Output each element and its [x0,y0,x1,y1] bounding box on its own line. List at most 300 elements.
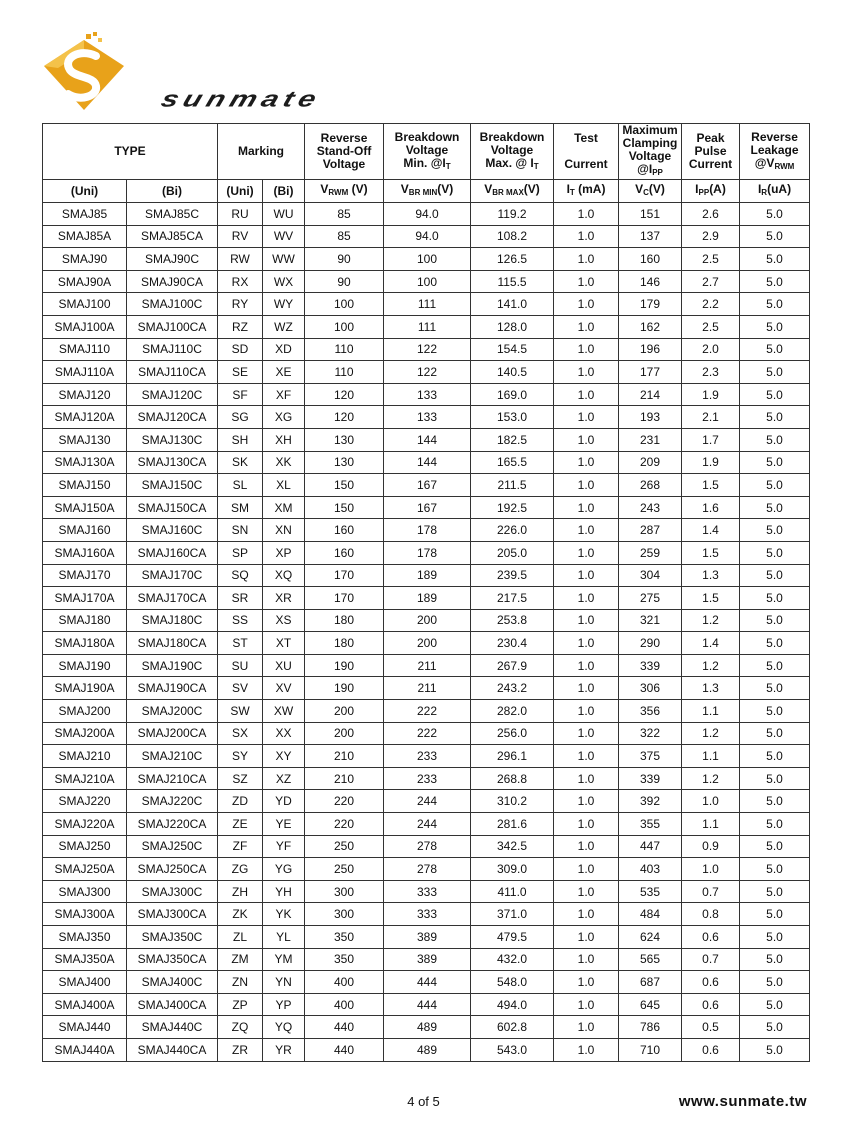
cell-type-uni: SMAJ200 [43,700,127,723]
cell-vc: 275 [619,587,682,610]
cell-ir: 5.0 [740,609,810,632]
cell-ipp: 0.6 [682,993,740,1016]
cell-vrwm: 180 [305,609,384,632]
cell-vc: 151 [619,203,682,226]
cell-ir: 5.0 [740,790,810,813]
cell-vbr-min: 389 [384,926,471,949]
table-row [43,361,810,384]
table-row [43,496,810,519]
table-row [43,474,810,497]
cell-type-uni: SMAJ300A [43,903,127,926]
cell-marking-bi: YQ [263,1016,305,1039]
cell-ipp: 0.8 [682,903,740,926]
cell-marking-bi: XG [263,406,305,429]
cell-vc: 355 [619,813,682,836]
cell-marking-uni: RV [218,225,263,248]
cell-marking-uni: SM [218,496,263,519]
cell-marking-bi: XD [263,338,305,361]
table-row [43,406,810,429]
cell-ipp: 2.1 [682,406,740,429]
cell-marking-uni: RU [218,203,263,226]
table-row [43,880,810,903]
cell-vbr-min: 100 [384,270,471,293]
cell-it: 1.0 [554,677,619,700]
cell-type-uni: SMAJ220 [43,790,127,813]
cell-type-bi: SMAJ250CA [127,858,218,881]
cell-vbr-max: 182.5 [471,428,554,451]
cell-vrwm: 180 [305,632,384,655]
table-row [43,677,810,700]
cell-type-bi: SMAJ110C [127,338,218,361]
cell-ir: 5.0 [740,564,810,587]
cell-vbr-max: 230.4 [471,632,554,655]
cell-ir: 5.0 [740,315,810,338]
cell-vbr-min: 111 [384,293,471,316]
cell-type-uni: SMAJ400A [43,993,127,1016]
cell-type-bi: SMAJ160C [127,519,218,542]
page-number: 4 of 5 [407,1094,440,1109]
cell-vrwm: 170 [305,564,384,587]
subheader-uni: (Uni) [43,180,127,203]
cell-type-bi: SMAJ440C [127,1016,218,1039]
sunmate-logo [40,32,325,114]
cell-marking-uni: SF [218,383,263,406]
cell-ipp: 0.7 [682,948,740,971]
table-row [43,632,810,655]
cell-ipp: 2.9 [682,225,740,248]
cell-type-uni: SMAJ440 [43,1016,127,1039]
cell-type-uni: SMAJ210A [43,767,127,790]
cell-vbr-max: 494.0 [471,993,554,1016]
subheader-marking-uni: (Uni) [218,180,263,203]
cell-it: 1.0 [554,338,619,361]
cell-it: 1.0 [554,1016,619,1039]
cell-vrwm: 400 [305,971,384,994]
header-breakdown-min: Breakdown Voltage Min. $@I_T$ [384,124,471,180]
cell-vbr-min: 200 [384,632,471,655]
cell-vc: 786 [619,1016,682,1039]
cell-marking-uni: SV [218,677,263,700]
cell-vrwm: 350 [305,926,384,949]
cell-it: 1.0 [554,587,619,610]
cell-vbr-max: 128.0 [471,315,554,338]
cell-type-uni: SMAJ110A [43,361,127,384]
table-row [43,225,810,248]
table-row [43,609,810,632]
cell-type-bi: SMAJ170C [127,564,218,587]
cell-vc: 137 [619,225,682,248]
cell-it: 1.0 [554,293,619,316]
cell-vc: 290 [619,632,682,655]
cell-vrwm: 160 [305,541,384,564]
cell-ipp: 1.9 [682,383,740,406]
cell-marking-bi: WY [263,293,305,316]
cell-vbr-min: 389 [384,948,471,971]
cell-marking-bi: WV [263,225,305,248]
cell-ir: 5.0 [740,1016,810,1039]
cell-vbr-max: 211.5 [471,474,554,497]
cell-it: 1.0 [554,564,619,587]
header-type: TYPE [43,124,218,180]
cell-marking-bi: YK [263,903,305,926]
cell-type-uni: SMAJ250A [43,858,127,881]
cell-ir: 5.0 [740,451,810,474]
cell-vbr-max: 205.0 [471,541,554,564]
cell-type-uni: SMAJ170 [43,564,127,587]
cell-vbr-min: 178 [384,519,471,542]
cell-ipp: 0.6 [682,926,740,949]
cell-vbr-min: 244 [384,790,471,813]
unit-vc: $V_C(V)$ [619,180,682,203]
cell-type-bi: SMAJ300CA [127,903,218,926]
cell-type-bi: SMAJ150CA [127,496,218,519]
cell-ipp: 1.4 [682,632,740,655]
cell-vbr-min: 333 [384,903,471,926]
subheader-marking-bi: (Bi) [263,180,305,203]
cell-marking-uni: RW [218,248,263,271]
cell-type-uni: SMAJ120A [43,406,127,429]
cell-marking-uni: SE [218,361,263,384]
cell-vbr-min: 167 [384,474,471,497]
cell-it: 1.0 [554,745,619,768]
cell-ipp: 1.7 [682,428,740,451]
cell-marking-uni: SH [218,428,263,451]
cell-type-bi: SMAJ90CA [127,270,218,293]
cell-marking-uni: SW [218,700,263,723]
cell-marking-bi: YL [263,926,305,949]
cell-vrwm: 200 [305,722,384,745]
table-row [43,903,810,926]
cell-vrwm: 120 [305,406,384,429]
cell-type-bi: SMAJ180C [127,609,218,632]
cell-vbr-max: 602.8 [471,1016,554,1039]
cell-vc: 209 [619,451,682,474]
cell-it: 1.0 [554,361,619,384]
cell-ipp: 2.2 [682,293,740,316]
cell-ipp: 1.5 [682,474,740,497]
table-row [43,993,810,1016]
cell-it: 1.0 [554,1038,619,1061]
cell-marking-bi: YR [263,1038,305,1061]
cell-vc: 160 [619,248,682,271]
cell-marking-uni: SR [218,587,263,610]
cell-vc: 321 [619,609,682,632]
cell-vrwm: 200 [305,700,384,723]
cell-vc: 304 [619,564,682,587]
cell-type-bi: SMAJ210CA [127,767,218,790]
cell-vbr-min: 200 [384,609,471,632]
cell-vbr-max: 253.8 [471,609,554,632]
cell-type-bi: SMAJ190CA [127,677,218,700]
header-leakage: Reverse Leakage $@V_{RWM}$ [740,124,810,180]
cell-vc: 177 [619,361,682,384]
cell-marking-bi: XQ [263,564,305,587]
cell-ipp: 0.6 [682,971,740,994]
cell-marking-uni: RY [218,293,263,316]
cell-marking-uni: ZQ [218,1016,263,1039]
cell-ipp: 1.2 [682,609,740,632]
cell-marking-uni: RZ [218,315,263,338]
cell-type-uni: SMAJ200A [43,722,127,745]
cell-marking-uni: SQ [218,564,263,587]
cell-type-bi: SMAJ440CA [127,1038,218,1061]
cell-type-uni: SMAJ90 [43,248,127,271]
cell-ipp: 1.2 [682,654,740,677]
cell-vrwm: 250 [305,835,384,858]
cell-vc: 403 [619,858,682,881]
table-row [43,1038,810,1061]
table-row [43,858,810,881]
cell-vbr-max: 140.5 [471,361,554,384]
cell-vbr-max: 371.0 [471,903,554,926]
cell-vbr-min: 94.0 [384,203,471,226]
cell-marking-uni: ZF [218,835,263,858]
cell-type-bi: SMAJ120CA [127,406,218,429]
cell-marking-bi: XW [263,700,305,723]
cell-vrwm: 110 [305,338,384,361]
cell-vbr-max: 548.0 [471,971,554,994]
cell-type-bi: SMAJ350CA [127,948,218,971]
cell-it: 1.0 [554,948,619,971]
cell-marking-uni: ZP [218,993,263,1016]
cell-vbr-min: 178 [384,541,471,564]
cell-ir: 5.0 [740,361,810,384]
cell-vc: 287 [619,519,682,542]
cell-it: 1.0 [554,315,619,338]
cell-vc: 624 [619,926,682,949]
cell-vrwm: 85 [305,203,384,226]
cell-marking-uni: ZD [218,790,263,813]
cell-marking-uni: ZK [218,903,263,926]
cell-ir: 5.0 [740,948,810,971]
cell-vc: 268 [619,474,682,497]
cell-vbr-min: 111 [384,315,471,338]
cell-marking-bi: XV [263,677,305,700]
cell-type-bi: SMAJ85C [127,203,218,226]
cell-ipp: 1.0 [682,790,740,813]
cell-vrwm: 220 [305,813,384,836]
cell-marking-bi: XK [263,451,305,474]
cell-ir: 5.0 [740,587,810,610]
cell-marking-uni: SL [218,474,263,497]
cell-ipp: 1.1 [682,813,740,836]
cell-type-uni: SMAJ190 [43,654,127,677]
cell-vbr-max: 243.2 [471,677,554,700]
cell-vbr-min: 233 [384,745,471,768]
cell-vc: 259 [619,541,682,564]
cell-marking-bi: YH [263,880,305,903]
cell-vbr-min: 211 [384,654,471,677]
cell-ir: 5.0 [740,700,810,723]
cell-marking-bi: YG [263,858,305,881]
cell-marking-bi: XF [263,383,305,406]
cell-vc: 339 [619,767,682,790]
cell-vrwm: 150 [305,474,384,497]
logo-mark-icon [40,32,130,114]
cell-vbr-min: 222 [384,700,471,723]
cell-marking-bi: XS [263,609,305,632]
table-row [43,315,810,338]
cell-it: 1.0 [554,541,619,564]
cell-vbr-min: 100 [384,248,471,271]
unit-vbr-max: $V_{BR MAX}(V)$ [471,180,554,203]
cell-it: 1.0 [554,632,619,655]
cell-type-bi: SMAJ150C [127,474,218,497]
cell-ir: 5.0 [740,338,810,361]
cell-vbr-max: 165.5 [471,451,554,474]
cell-ir: 5.0 [740,293,810,316]
cell-ipp: 2.3 [682,361,740,384]
cell-type-uni: SMAJ440A [43,1038,127,1061]
cell-marking-bi: YE [263,813,305,836]
cell-vrwm: 440 [305,1016,384,1039]
cell-it: 1.0 [554,654,619,677]
cell-marking-bi: XL [263,474,305,497]
cell-type-bi: SMAJ210C [127,745,218,768]
cell-vc: 447 [619,835,682,858]
table-row [43,813,810,836]
table-row [43,270,810,293]
cell-ipp: 1.0 [682,858,740,881]
cell-vc: 565 [619,948,682,971]
cell-vbr-max: 310.2 [471,790,554,813]
cell-it: 1.0 [554,496,619,519]
cell-ipp: 1.3 [682,677,740,700]
cell-type-uni: SMAJ110 [43,338,127,361]
spec-table-body [43,203,810,1062]
cell-type-bi: SMAJ300C [127,880,218,903]
cell-type-bi: SMAJ170CA [127,587,218,610]
cell-vbr-max: 342.5 [471,835,554,858]
cell-type-uni: SMAJ210 [43,745,127,768]
cell-marking-bi: XH [263,428,305,451]
unit-ipp: $I_{PP}(A)$ [682,180,740,203]
cell-vc: 231 [619,428,682,451]
cell-vbr-min: 189 [384,564,471,587]
cell-ipp: 1.3 [682,564,740,587]
cell-ir: 5.0 [740,248,810,271]
cell-vc: 214 [619,383,682,406]
table-row [43,203,810,226]
cell-vrwm: 190 [305,677,384,700]
cell-vbr-min: 133 [384,383,471,406]
cell-vc: 193 [619,406,682,429]
cell-ir: 5.0 [740,225,810,248]
header-marking: Marking [218,124,305,180]
cell-marking-bi: YD [263,790,305,813]
table-row [43,587,810,610]
cell-vrwm: 190 [305,654,384,677]
cell-marking-bi: XP [263,541,305,564]
cell-ipp: 2.5 [682,248,740,271]
cell-vbr-max: 282.0 [471,700,554,723]
cell-type-bi: SMAJ120C [127,383,218,406]
cell-it: 1.0 [554,880,619,903]
cell-type-bi: SMAJ350C [127,926,218,949]
cell-it: 1.0 [554,609,619,632]
cell-ir: 5.0 [740,496,810,519]
cell-type-bi: SMAJ160CA [127,541,218,564]
cell-vbr-max: 126.5 [471,248,554,271]
cell-vbr-max: 296.1 [471,745,554,768]
cell-vc: 356 [619,700,682,723]
cell-it: 1.0 [554,971,619,994]
cell-type-bi: SMAJ190C [127,654,218,677]
cell-type-uni: SMAJ300 [43,880,127,903]
cell-vbr-max: 141.0 [471,293,554,316]
cell-vrwm: 150 [305,496,384,519]
cell-vrwm: 100 [305,315,384,338]
cell-vbr-max: 543.0 [471,1038,554,1061]
spec-table [42,123,810,1062]
cell-type-uni: SMAJ170A [43,587,127,610]
cell-ipp: 2.7 [682,270,740,293]
cell-vrwm: 170 [305,587,384,610]
cell-vc: 339 [619,654,682,677]
cell-ir: 5.0 [740,632,810,655]
cell-vbr-max: 154.5 [471,338,554,361]
table-row [43,451,810,474]
table-row [43,700,810,723]
cell-type-uni: SMAJ180A [43,632,127,655]
cell-vrwm: 210 [305,745,384,768]
cell-ipp: 1.1 [682,745,740,768]
cell-marking-uni: ZH [218,880,263,903]
cell-marking-bi: XN [263,519,305,542]
cell-vbr-max: 411.0 [471,880,554,903]
cell-vbr-min: 133 [384,406,471,429]
cell-marking-uni: SD [218,338,263,361]
cell-type-bi: SMAJ130CA [127,451,218,474]
cell-type-uni: SMAJ350A [43,948,127,971]
cell-vbr-max: 239.5 [471,564,554,587]
table-row [43,338,810,361]
cell-it: 1.0 [554,225,619,248]
cell-marking-bi: XR [263,587,305,610]
cell-type-uni: SMAJ220A [43,813,127,836]
cell-type-uni: SMAJ90A [43,270,127,293]
cell-type-uni: SMAJ120 [43,383,127,406]
cell-vrwm: 300 [305,880,384,903]
cell-ir: 5.0 [740,406,810,429]
cell-it: 1.0 [554,993,619,1016]
unit-vrwm: $V_{RWM}$ (V) [305,180,384,203]
cell-marking-uni: ZR [218,1038,263,1061]
cell-it: 1.0 [554,790,619,813]
cell-marking-uni: ST [218,632,263,655]
cell-it: 1.0 [554,722,619,745]
cell-vc: 710 [619,1038,682,1061]
cell-type-uni: SMAJ250 [43,835,127,858]
cell-it: 1.0 [554,903,619,926]
cell-vc: 243 [619,496,682,519]
table-row [43,767,810,790]
table-row [43,1016,810,1039]
cell-vbr-min: 144 [384,428,471,451]
website-url: www.sunmate.tw [678,1093,807,1110]
cell-ir: 5.0 [740,722,810,745]
cell-vbr-min: 122 [384,361,471,384]
cell-type-bi: SMAJ400CA [127,993,218,1016]
cell-vrwm: 90 [305,270,384,293]
cell-ipp: 0.9 [682,835,740,858]
table-row [43,790,810,813]
cell-type-bi: SMAJ100CA [127,315,218,338]
cell-it: 1.0 [554,248,619,271]
cell-type-bi: SMAJ85CA [127,225,218,248]
logo-wordmark: sunmate [157,87,325,112]
cell-type-bi: SMAJ250C [127,835,218,858]
